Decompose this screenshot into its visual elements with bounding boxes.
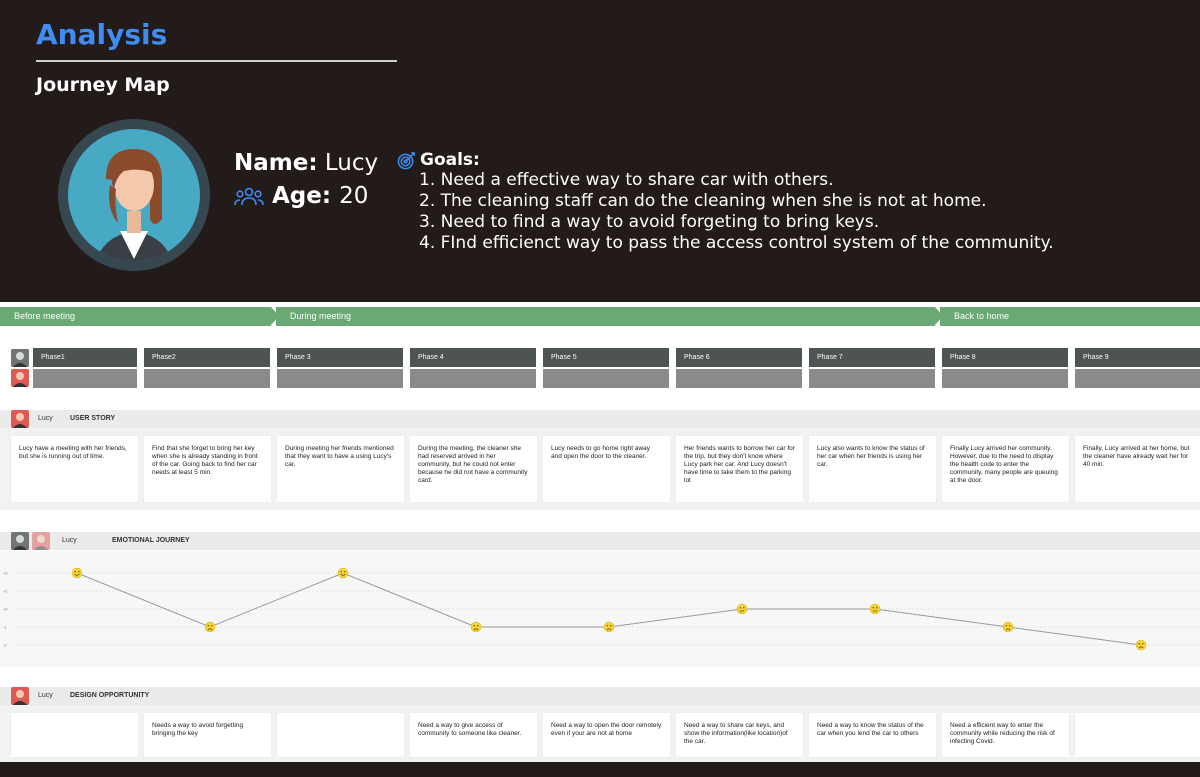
goal-item: 4. FInd efficienct way to pass the access control system of the community. bbox=[419, 233, 1054, 253]
phase-header: Phase 3 bbox=[277, 348, 403, 367]
sad-face-icon bbox=[604, 622, 614, 632]
user-story-card: Finally, Lucy arrived at her home, but the cleaner have already wait her for 40 min. bbox=[1075, 436, 1200, 502]
persona-icon-red bbox=[11, 687, 29, 705]
neutral-face-icon bbox=[737, 604, 747, 614]
name-label: Name: bbox=[234, 150, 318, 176]
phase-header: Phase 6 bbox=[676, 348, 802, 367]
user-story-title: USER STORY bbox=[70, 415, 116, 422]
design-opportunity-card bbox=[11, 713, 138, 757]
phase-header: Phase 4 bbox=[410, 348, 536, 367]
phase-subrow bbox=[543, 369, 669, 388]
stage-label: Back to home bbox=[954, 311, 1010, 321]
phase-header: Phase 5 bbox=[543, 348, 669, 367]
persona-avatar bbox=[58, 119, 210, 271]
stage-label: Before meeting bbox=[14, 311, 76, 321]
phase-header: Phase 7 bbox=[809, 348, 935, 367]
design-opportunity-card: Need a way to open the door remotely even if your are not at home bbox=[543, 713, 670, 757]
happy-face-icon bbox=[338, 568, 348, 578]
persona-icon-red bbox=[11, 410, 29, 428]
persona-icon-red bbox=[32, 532, 50, 550]
age-value: 20 bbox=[339, 183, 369, 209]
design-opportunity-card: Needs a way to avoid forgetting bringing the key bbox=[144, 713, 271, 757]
design-title: DESIGN OPPORTUNITY bbox=[70, 692, 150, 699]
goal-item: 3. Need to find a way to avoid forgeting to bring keys. bbox=[419, 212, 880, 232]
phase-subrow bbox=[942, 369, 1068, 388]
sad-face-icon bbox=[1003, 622, 1013, 632]
user-story-card: Finally Lucy arrived her community. However, due to the need to display the health code to enter the community, many people are queuing at the door. bbox=[942, 436, 1069, 502]
neutral-face-icon bbox=[870, 604, 880, 614]
chart-axis-label: -2 bbox=[3, 642, 7, 648]
user-story-card: Lucy needs to go home right away and open the door to the cleaner. bbox=[543, 436, 670, 502]
bottom-bar bbox=[0, 762, 1200, 777]
phase-subrow bbox=[676, 369, 802, 388]
user-story-card: During meeting her friends mentioned that they want to have a using Lucy's car. bbox=[277, 436, 404, 502]
phase-header: Phase 8 bbox=[942, 348, 1068, 367]
goals-label: Goals: bbox=[420, 150, 480, 170]
page-title: Analysis bbox=[36, 18, 168, 51]
design-opportunity-card: Need a way to know the status of the car when you lend the car to others bbox=[809, 713, 936, 757]
persona-name bbox=[234, 150, 378, 176]
user-story-card: Find that she forget to bring her key when she is already standing in front of the car. Going back to find her car needs at least 5 min. bbox=[144, 436, 271, 502]
header-panel bbox=[0, 0, 1200, 302]
people-icon bbox=[234, 186, 264, 206]
user-story-band bbox=[0, 410, 1200, 428]
goal-item: 1. Need a effective way to share car with others. bbox=[419, 170, 834, 190]
persona-icon-gray bbox=[11, 349, 29, 367]
design-opportunity-card: Need a way to give access of community to someone like cleaner. bbox=[410, 713, 537, 757]
persona-icon-red bbox=[11, 369, 29, 387]
design-band bbox=[0, 687, 1200, 705]
stage-label: During meeting bbox=[290, 311, 352, 321]
user-story-card: Lucy have a meeting with her friends, but she is running out of time. bbox=[11, 436, 138, 502]
stage-during-meeting bbox=[276, 307, 935, 326]
phase-subrow bbox=[33, 369, 137, 388]
name-value: Lucy bbox=[324, 150, 379, 176]
page-subtitle: Journey Map bbox=[36, 74, 170, 96]
age-label: Age: bbox=[272, 183, 332, 209]
goals-heading bbox=[397, 150, 1054, 170]
phase-header: Phase2 bbox=[144, 348, 270, 367]
phase-subrow bbox=[809, 369, 935, 388]
user-story-card: Lucy also wants to know the status of her car when her friends is using her car. bbox=[809, 436, 936, 502]
phase-subrow bbox=[277, 369, 403, 388]
user-story-card: Her friends wants to borrow her car for the trip, but they don't know where Lucy park her car. And Lucy doesn't have time to take them to the parking lot bbox=[676, 436, 803, 502]
design-opportunity-card: Need a way to share car keys, and show the information(like location)of the car. bbox=[676, 713, 803, 757]
sad-face-icon bbox=[205, 622, 215, 632]
sad-face-icon bbox=[1136, 640, 1146, 650]
stage-back-to-home bbox=[940, 307, 1200, 326]
user-story-persona: Lucy bbox=[38, 415, 53, 422]
target-icon bbox=[397, 151, 416, 170]
emotional-title: EMOTIONAL JOURNEY bbox=[112, 537, 190, 544]
chart-axis-label: +0 bbox=[3, 606, 8, 612]
chart-axis-label: -1 bbox=[3, 624, 7, 630]
persona-icon-gray bbox=[11, 532, 29, 550]
happy-face-icon bbox=[72, 568, 82, 578]
phase-header: Phase1 bbox=[33, 348, 137, 367]
chart-axis-label: +1 bbox=[3, 588, 8, 594]
emotional-chart bbox=[0, 555, 1200, 665]
goal-item: 2. The cleaning staff can do the cleaning when she is not at home. bbox=[419, 191, 987, 211]
stage-before-meeting bbox=[0, 307, 271, 326]
persona-age bbox=[234, 183, 368, 209]
chart-axis-label: +2 bbox=[3, 570, 8, 576]
design-persona: Lucy bbox=[38, 692, 53, 699]
design-opportunity-card bbox=[1075, 713, 1200, 757]
design-opportunity-card bbox=[277, 713, 404, 757]
phase-subrow bbox=[1075, 369, 1200, 388]
phase-subrow bbox=[144, 369, 270, 388]
user-story-card: During the meeting, the cleaner she had reserved arrived in her community, but he could not enter because he did not have a community card. bbox=[410, 436, 537, 502]
title-divider bbox=[36, 60, 397, 62]
emotional-persona: Lucy bbox=[62, 537, 77, 544]
phase-subrow bbox=[410, 369, 536, 388]
sad-face-icon bbox=[471, 622, 481, 632]
goals-section bbox=[397, 150, 1054, 254]
emotional-band bbox=[0, 532, 1200, 550]
phase-header: Phase 9 bbox=[1075, 348, 1200, 367]
design-opportunity-card: Need a efficient way to enter the community while reducing the risk of infecting Covid. bbox=[942, 713, 1069, 757]
